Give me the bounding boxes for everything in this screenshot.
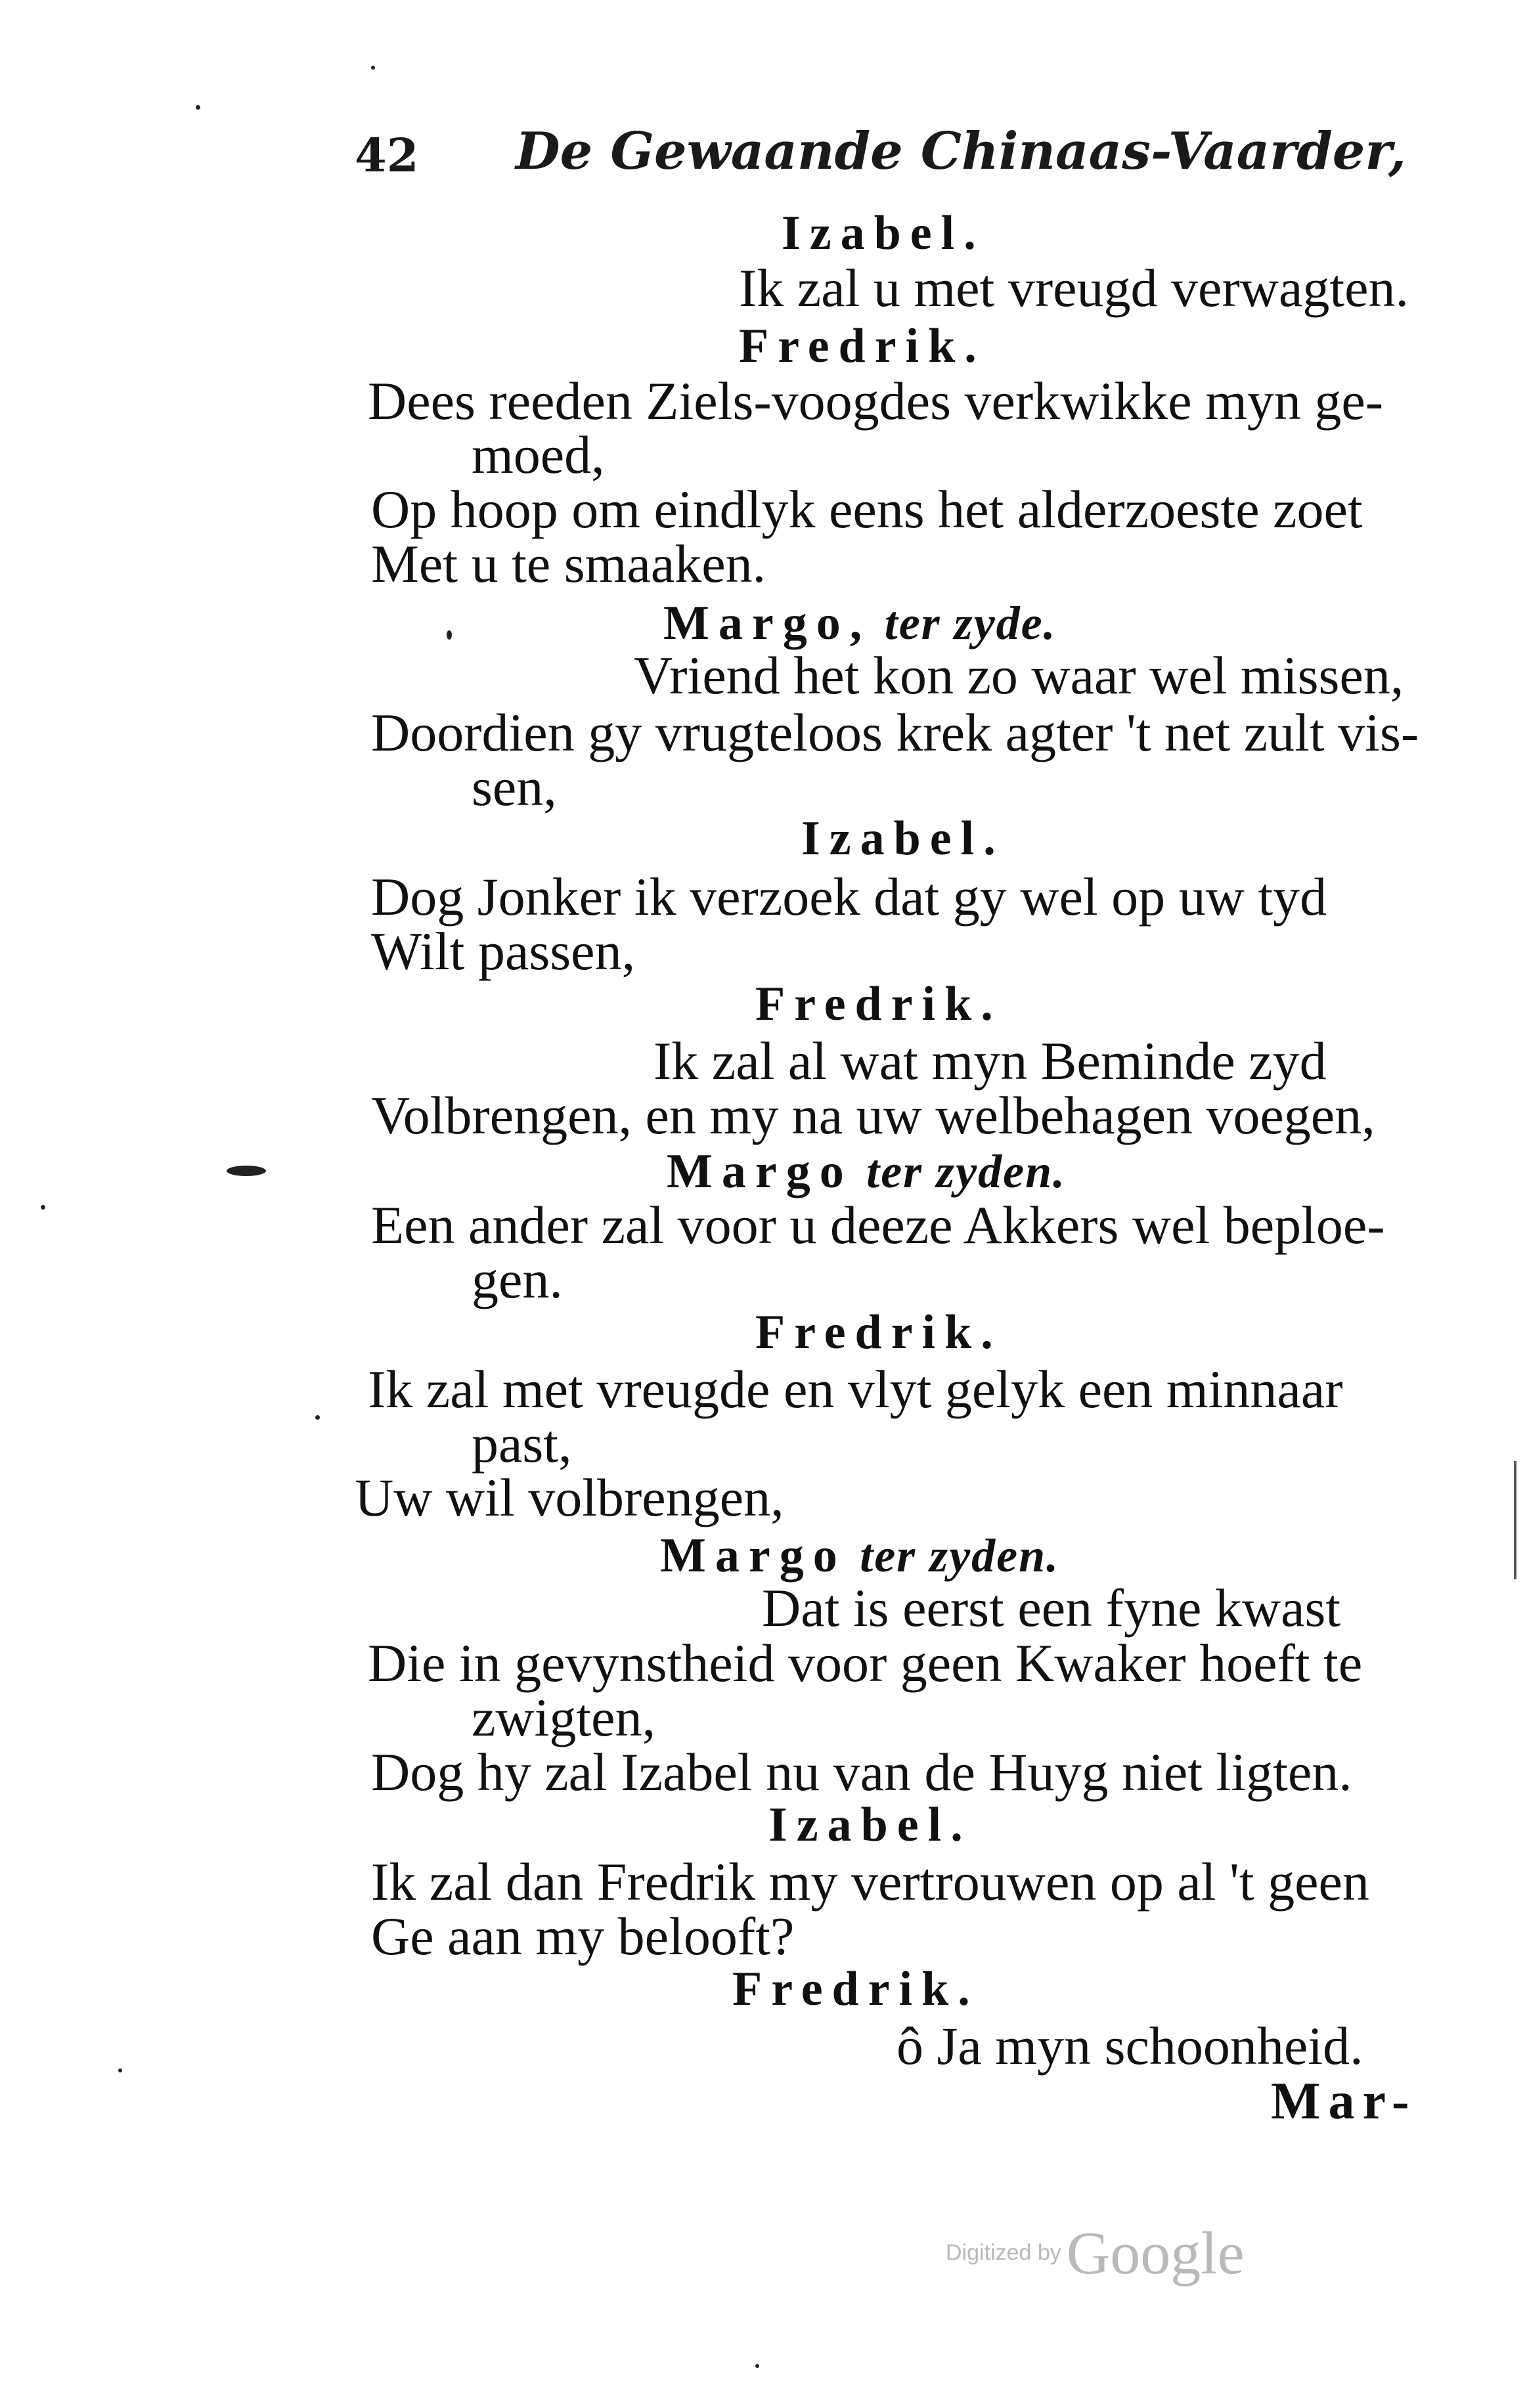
- ink-blot: [227, 1166, 266, 1176]
- ink-speck: [447, 630, 452, 640]
- speaker-label: Izabel.: [768, 1798, 972, 1852]
- ink-speck: [371, 66, 375, 70]
- verse-line: Uw wil volbrengen,: [355, 1468, 784, 1527]
- watermark-prefix: Digitized by: [946, 2240, 1061, 2266]
- verse-line: Dees reeden Ziels-voogdes verkwikke myn ge-: [368, 371, 1384, 431]
- verse-line: gen.: [472, 1250, 563, 1309]
- verse-line: Dog hy zal Izabel nu van de Huyg niet ligten.: [371, 1742, 1352, 1802]
- speaker-label: Margo: [660, 1529, 847, 1583]
- verse-line: Ge aan my belooft?: [371, 1906, 795, 1966]
- verse-line: Ik zal dan Fredrik my vertrouwen op al 't geen: [371, 1852, 1369, 1912]
- verse-line: Met u te smaaken.: [371, 534, 766, 594]
- verse-line: sen,: [472, 757, 557, 817]
- speaker-label: Fredrik.: [755, 977, 1002, 1031]
- ink-speck: [41, 1205, 45, 1210]
- speaker-label: Margo,: [663, 596, 872, 650]
- running-title: De Gewaande Chinaas-Vaarder,: [516, 121, 1407, 181]
- speaker-label: Margo: [667, 1145, 853, 1198]
- speaker-line: [667, 1143, 1066, 1196]
- verse-line: Volbrengen, en my na uw welbehagen voegen,: [371, 1085, 1375, 1145]
- verse-line: Wilt passen,: [371, 921, 636, 981]
- speaker-label: Izabel.: [801, 812, 1005, 865]
- verse-line: Ik zal u met vreugd verwagten.: [739, 258, 1409, 318]
- verse-line: Dog Jonker ik verzoek dat gy wel op uw tyd: [371, 867, 1327, 927]
- google-logo: Google: [1066, 2220, 1245, 2287]
- verse-line: moed,: [472, 425, 605, 485]
- digitized-watermark: [946, 2218, 1245, 2288]
- ink-speck: [315, 1415, 320, 1420]
- verse-line: Een ander zal voor u deeze Akkers wel beploe-: [371, 1195, 1385, 1255]
- verse-line: Vriend het kon zo waar wel missen,: [634, 646, 1404, 705]
- verse-line: Die in gevynstheid voor geen Kwaker hoeft te: [368, 1633, 1363, 1693]
- ink-speck: [755, 2364, 759, 2368]
- verse-line: Doordien gy vrugteloos krek agter 't net zult vis-: [371, 703, 1419, 762]
- speaker-label: Izabel.: [782, 206, 985, 260]
- stage-direction: ter zyden.: [860, 1529, 1060, 1582]
- page-edge-mark: [1514, 1461, 1516, 1579]
- verse-line: ô Ja myn schoonheid.: [896, 2016, 1363, 2076]
- verse-line: zwigten,: [472, 1688, 656, 1747]
- verse-line: Op hoop om eindlyk eens het alderzoeste zoet: [371, 479, 1363, 539]
- speaker-line: [663, 594, 1057, 648]
- page-number: 42: [355, 128, 419, 183]
- verse-line: Dat is eerst een fyne kwast: [762, 1578, 1341, 1638]
- running-header: [355, 121, 1407, 183]
- verse-line: past,: [472, 1414, 572, 1474]
- verse-line: Ik zal met vreugde en vlyt gelyk een minnaar: [368, 1359, 1343, 1419]
- verse-line: Ik zal al wat myn Beminde zyd: [653, 1031, 1327, 1091]
- speaker-label: Fredrik.: [755, 1305, 1002, 1359]
- speaker-label: Fredrik.: [732, 1962, 979, 2016]
- speaker-label: Fredrik.: [739, 319, 986, 373]
- speaker-line: [660, 1527, 1059, 1581]
- ink-speck: [118, 2069, 122, 2072]
- catchword: Mar-: [1271, 2072, 1417, 2130]
- ink-speck: [196, 105, 200, 110]
- stage-direction: ter zyde.: [884, 597, 1057, 649]
- stage-direction: ter zyden.: [866, 1145, 1067, 1198]
